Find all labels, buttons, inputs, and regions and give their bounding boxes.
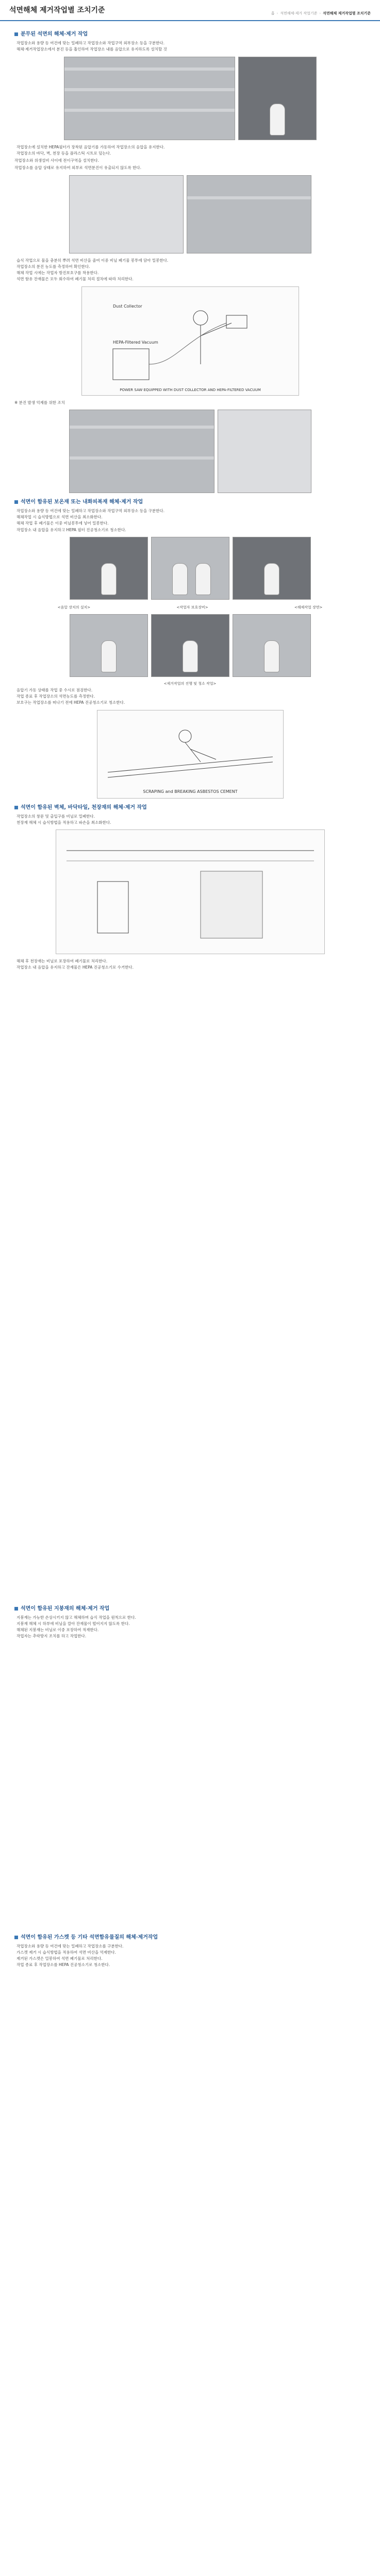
s1-photo-room — [69, 175, 184, 253]
s2-caption: <해체작업 장면> — [294, 605, 323, 609]
s4-bullet: 작업자는 추락방지 조치를 하고 작업한다. — [16, 1634, 87, 1639]
square-icon — [14, 806, 18, 809]
s3-bullet: 작업장소 내 음압을 유지하고 잔재물은 HEPA 진공청소기로 수거한다. — [16, 965, 134, 970]
section-5-title-text: 석면이 함유된 가스켓 등 기타 석면함유물질의 해체·제거작업 — [21, 1934, 158, 1940]
section-2-title-text: 석면이 함유된 보온재 또는 내화피복재 해체·제거 작업 — [21, 499, 143, 505]
content — [0, 21, 380, 1968]
hepa-vacuum-label: HEPA-Filtered Vacuum — [112, 340, 158, 345]
s1-photo-ceiling — [64, 57, 235, 140]
scraping-illustration — [97, 710, 283, 798]
s2-photo-4 — [70, 614, 148, 677]
s2-photo-2 — [151, 537, 229, 600]
section-3-title-text: 석면이 함유된 벽체, 바닥타일, 천장재의 해체·제거 작업 — [21, 804, 147, 810]
s1-bullet-2: 해체 작업 시에는 작업자 방진보호구를 착용한다. — [16, 270, 99, 275]
breadcrumb: 홈 › 석면해체·제거 작업기준 › 석면해체 제거작업별 조치기준 — [271, 11, 371, 15]
s2-bullet-2: 보호구는 작업장소를 떠나기 전에 HEPA 진공청소기로 청소한다. — [16, 700, 125, 705]
s1-note: 작업장소를 음압 상태로 유지하여 외부로 석면분진이 유출되지 않도록 한다. — [14, 165, 142, 171]
s1-photo-row-3 — [14, 410, 366, 493]
section-2-title — [14, 498, 366, 506]
s2-bullet: 작업장소 내 음압을 유지하고 HEPA 필터 진공청소기로 청소한다. — [16, 527, 126, 532]
scraper-shape — [190, 749, 216, 759]
s3-text-block-spacer — [14, 971, 366, 1600]
section-4-title-text: 석면이 함유된 지붕재의 해체·제거 작업 — [21, 1605, 110, 1612]
square-icon — [14, 1607, 18, 1611]
s5-bullet: 작업 종료 후 작업장소를 HEPA 진공청소기로 청소한다. — [16, 1962, 110, 1968]
section-1-title — [14, 30, 366, 38]
dust-collector-label: Dust Collector — [112, 303, 142, 309]
room-photo-shape — [201, 871, 262, 938]
s4-bullet: 지붕재는 가능한 손상시키지 않고 해체하며 습식 작업을 원칙으로 한다. — [16, 1615, 136, 1620]
scraping-caption: SCRAPING and BREAKING ASBESTOS CEMENT — [142, 789, 238, 794]
breadcrumb-current: 석면해체 제거작업별 조치기준 — [323, 11, 371, 15]
s1-bullet: 작업장소와 용량 등 여건에 맞는 밀폐하고 작업장소와 작업구역 외부장소 등을 구분한다. — [16, 41, 165, 45]
power-saw-caption: POWER SAW EQUIPPED WITH DUST COLLECTOR AND HEPA-FILTERED VACUUM — [119, 387, 261, 392]
s1-bullet-2: 석면 함유 잔재물은 모두 회수하여 폐기물 처리 절차에 따라 처리한다. — [16, 277, 134, 282]
s2-caption-row — [14, 604, 366, 611]
section-3-title — [14, 804, 366, 811]
s2-photo-1 — [70, 537, 148, 600]
s1-photo-enclosure — [187, 175, 311, 253]
section-4-title — [14, 1605, 366, 1613]
s2-caption: <작업자 보호장비> — [176, 605, 208, 609]
saw-shape — [226, 315, 247, 328]
s1-photo-worker — [238, 57, 317, 140]
breadcrumb-home[interactable]: 홈 — [271, 11, 275, 15]
s1-drawing-power-saw — [81, 286, 299, 396]
s1-photo-sketch — [218, 410, 311, 493]
s1-bullet-2: 작업장소의 분진 농도를 측정하여 확인한다. — [16, 264, 90, 269]
s1-bullet: 해체·제거작업장소에서 분진 등을 흡인하여 작업장소 내를 음압으로 유지하도록 설치할 것 — [16, 47, 167, 52]
power-saw-illustration — [82, 287, 299, 395]
s2-bullet-2: 음압기 가동 상태를 작업 중 수시로 점검한다. — [16, 687, 93, 692]
s2-photo-5 — [151, 614, 229, 677]
s4-text-block-spacer — [14, 1640, 366, 1928]
section-5-title — [14, 1934, 366, 1941]
s3-drawing-ceiling — [56, 829, 325, 954]
s3-bullet: 해체 후 천장재는 비닐로 포장하여 폐기물로 처리한다. — [16, 959, 108, 963]
s3-bullet: 작업장소의 창문 및 출입구를 비닐로 밀폐한다. — [16, 814, 95, 819]
ladder-shape — [97, 882, 128, 933]
ceiling-removal-illustration — [56, 830, 324, 954]
s5-bullet: 작업장소와 용량 등 여건에 맞는 밀폐하고 작업장소를 구분한다. — [16, 1943, 124, 1948]
s2-bullet: 해체 작업 후 폐기물은 이중 비닐봉투에 넣어 밀봉한다. — [16, 521, 109, 526]
worker-arm-shape — [201, 323, 232, 336]
section-1-title-text: 분무된 석면의 해체·제거 작업 — [21, 31, 88, 37]
s2-caption: <음압 장치의 설치> — [57, 605, 91, 609]
page-title: 석면해체 제거작업별 조치기준 — [9, 6, 105, 14]
worker-head-shape — [193, 311, 208, 325]
s4-bullet: 해체된 지붕재는 비닐로 이중 포장하여 적재한다. — [16, 1628, 99, 1632]
s1-note: 작업장소와 위생설비 사이에 전이구역을 설치한다. — [14, 158, 100, 163]
s1-bullet: 작업장소에 설치한 HEPA필터가 장착된 음압기를 가동하여 작업장소의 음압을 유지한다. — [16, 144, 165, 149]
s1-bullet-2: 습식 작업으로 물을 충분히 뿌려 석면 비산을 줄여 이중 비닐 폐기물 봉투에 담아 밀봉한다. — [16, 258, 169, 263]
s2-caption-2: <제거작업의 진행 및 청소 작업> — [163, 682, 217, 686]
square-icon — [14, 500, 18, 504]
s1-note-2: ※ 분진 발생 억제를 위한 조치 — [14, 400, 65, 405]
s2-photo-3 — [233, 537, 311, 600]
s2-bullet: 작업장소와 용량 등 여건에 맞는 밀폐하고 작업장소와 작업구역 외부장소 등을 구분한다. — [16, 508, 165, 513]
page-header — [0, 0, 380, 21]
s1-bullet: 작업장소의 바닥, 벽, 천장 등을 플라스틱 시트로 덮는다. — [16, 150, 111, 156]
s5-bullet: 제거된 가스켓은 밀봉하여 석면 폐기물로 처리한다. — [16, 1956, 103, 1961]
s3-bullet: 천장재 해체 시 습식방법을 적용하고 파손을 최소화한다. — [16, 820, 111, 825]
s1-photo-row-1 — [14, 57, 366, 140]
s1-photo-spray — [69, 410, 214, 493]
square-icon — [14, 1936, 18, 1939]
s4-bullet: 지붕재 해체 시 하부에 비닐을 깔아 잔재물이 떨어지지 않도록 한다. — [16, 1621, 130, 1626]
hose-shape — [149, 323, 226, 364]
s2-photo-row-1 — [14, 537, 366, 600]
s2-photo-row-2 — [14, 614, 366, 677]
s1-photo-row-2 — [14, 175, 366, 253]
s2-bullet-2: 작업 종료 후 작업장소의 석면농도를 측정한다. — [16, 694, 95, 699]
s2-bullet: 해체작업 시 습식방법으로 석면 비산을 최소화한다. — [16, 515, 103, 519]
breadcrumb-section[interactable]: 석면해체·제거 작업기준 — [280, 11, 318, 15]
dust-collector-shape — [113, 349, 149, 380]
s2-drawing-scraping — [97, 710, 284, 799]
s5-bullet: 가스켓 제거 시 습식방법을 적용하여 석면 비산을 억제한다. — [16, 1950, 116, 1955]
worker-head-shape — [179, 730, 191, 742]
square-icon — [14, 32, 18, 36]
s2-photo-6 — [233, 614, 311, 677]
